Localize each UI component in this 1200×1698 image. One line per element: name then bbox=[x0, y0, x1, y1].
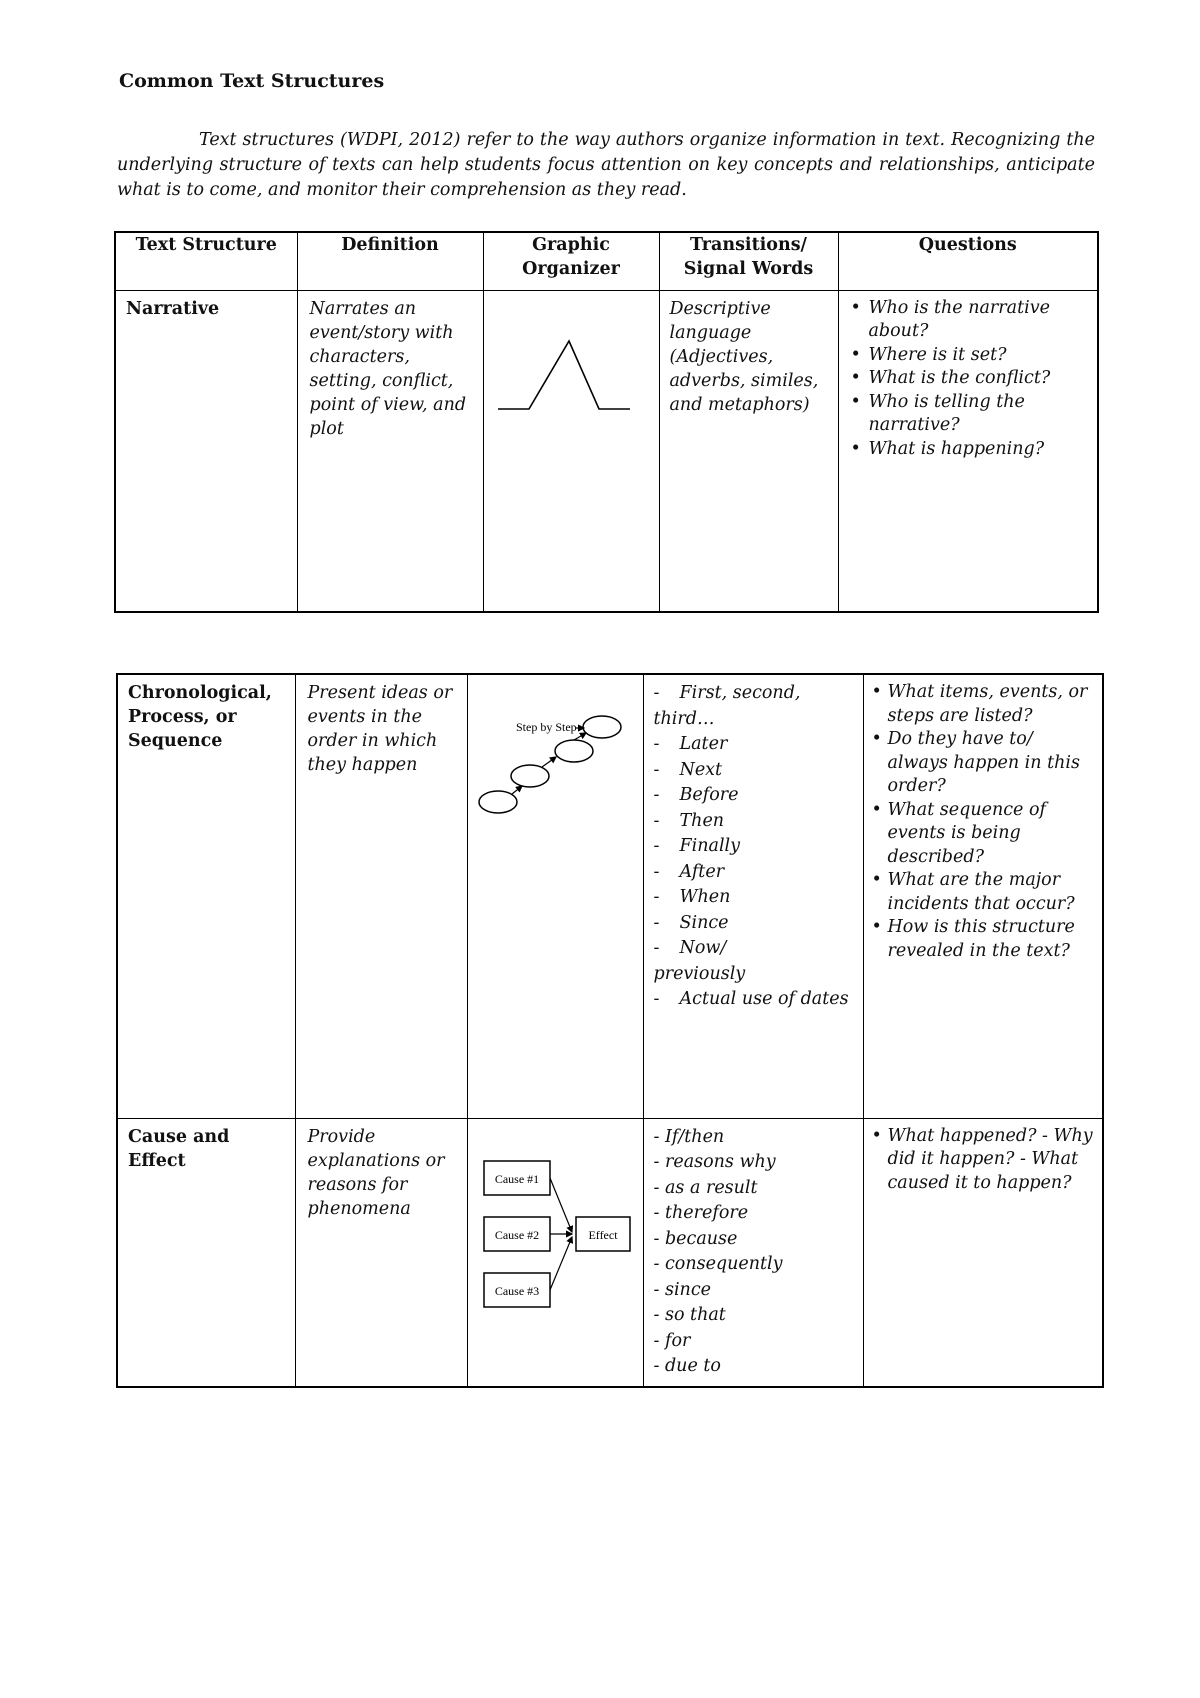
narrative-question-list bbox=[847, 297, 1090, 462]
chronological-signal-list bbox=[654, 681, 853, 1013]
signal-text: Later bbox=[679, 734, 728, 754]
cause-effect-questions-cell bbox=[863, 1118, 1103, 1387]
signal-text: previously bbox=[653, 963, 746, 984]
bullet-icon: • bbox=[850, 391, 861, 412]
question-text: Do they have to/ always happen in this order? bbox=[887, 729, 1080, 796]
bullet-icon: • bbox=[850, 368, 861, 388]
dash-icon: - bbox=[653, 785, 660, 805]
chronological-definition-text: Present ideas or events in the order in which they happen bbox=[307, 683, 453, 775]
signal-item: - because bbox=[653, 1228, 738, 1249]
question-item bbox=[872, 916, 1095, 963]
header-organizer-line2: Organizer bbox=[522, 259, 620, 279]
signal-item: - consequently bbox=[653, 1254, 783, 1274]
narrative-definition-cell bbox=[297, 290, 483, 612]
question-item bbox=[872, 869, 1095, 916]
signal-item bbox=[654, 987, 853, 1013]
dash-icon: - bbox=[653, 810, 660, 831]
cause-effect-question-list bbox=[872, 1125, 1095, 1196]
signal-text: Then bbox=[679, 810, 725, 831]
question-item bbox=[872, 799, 1095, 870]
header-signal-words bbox=[659, 232, 838, 290]
signal-text: First, second, third… bbox=[653, 683, 801, 729]
cause-1-label: Cause #1 bbox=[494, 1171, 539, 1186]
signal-item bbox=[654, 936, 853, 962]
question-item bbox=[872, 1125, 1095, 1196]
chronological-organizer-cell bbox=[467, 674, 643, 1118]
header-signal-line2: Signal Words bbox=[683, 259, 814, 279]
intro-paragraph: Text structures (WDPI, 2012) refer to the way authors organize information in text. Recognizing the underlying structure of texts can help students focus attention on key concepts and relationships, anticipate what is to come, and monitor their comprehension as they read. bbox=[117, 130, 1095, 200]
bullet-icon: • bbox=[871, 729, 882, 749]
chronological-questions-cell bbox=[863, 674, 1103, 1118]
narrative-structure-cell bbox=[115, 290, 297, 612]
step-by-step-label: Step by Step bbox=[515, 720, 577, 734]
signal-item bbox=[654, 860, 853, 886]
narrative-signal-text: Descriptive language (Adjectives, adverbs, similes, and metaphors) bbox=[669, 298, 819, 415]
narrative-organizer-cell bbox=[483, 290, 659, 612]
structures-table-2 bbox=[116, 673, 1104, 1388]
narrative-questions-cell bbox=[838, 290, 1098, 612]
question-text: What is the conflict? bbox=[868, 368, 1051, 388]
page-title: Common Text Structures bbox=[119, 70, 385, 92]
question-text: What sequence of events is being described? bbox=[887, 799, 1046, 867]
header-signal-line1: Transitions/ bbox=[690, 235, 807, 255]
signal-text: When bbox=[679, 887, 731, 907]
cause-effect-definition-text: Provide explanations or reasons for phenomena bbox=[307, 1126, 445, 1219]
header-row bbox=[115, 232, 1098, 290]
signal-text: After bbox=[679, 861, 725, 882]
chronological-structure-cell bbox=[117, 674, 295, 1118]
header-questions bbox=[838, 232, 1098, 290]
dash-icon: - bbox=[653, 836, 660, 856]
question-text: How is this structure revealed in the text? bbox=[887, 917, 1075, 961]
header-definition-label: Definition bbox=[341, 235, 439, 255]
question-text: What is happening? bbox=[868, 438, 1045, 459]
cause-3-label: Cause #3 bbox=[494, 1283, 539, 1298]
signal-text: Now/ bbox=[679, 938, 727, 958]
dash-icon: - bbox=[653, 912, 660, 933]
bullet-icon: • bbox=[850, 344, 861, 365]
signal-item: - reasons why bbox=[653, 1152, 776, 1172]
signal-item bbox=[654, 783, 853, 809]
question-text: Who is telling the narrative? bbox=[868, 391, 1025, 435]
narrative-structure-label: Narrative bbox=[126, 298, 220, 319]
bullet-icon: • bbox=[871, 917, 882, 937]
signal-item: - therefore bbox=[653, 1203, 749, 1223]
cause-effect-row bbox=[117, 1118, 1103, 1387]
signal-item: - for bbox=[653, 1330, 691, 1351]
cause-effect-signal-cell bbox=[643, 1118, 863, 1387]
dash-icon: - bbox=[653, 989, 660, 1009]
signal-item-continuation bbox=[654, 962, 853, 988]
plot-diagram bbox=[484, 291, 660, 611]
header-text-structure-label: Text Structure bbox=[135, 235, 277, 255]
signal-item bbox=[654, 732, 853, 758]
header-organizer-line1: Graphic bbox=[532, 235, 610, 255]
signal-text: Next bbox=[679, 759, 723, 780]
question-text: What items, events, or steps are listed? bbox=[887, 682, 1088, 726]
question-item bbox=[847, 344, 1090, 368]
signal-item bbox=[654, 681, 853, 732]
bullet-icon: • bbox=[850, 438, 861, 459]
question-item bbox=[847, 438, 1090, 462]
chronological-question-list bbox=[872, 681, 1095, 963]
bullet-icon: • bbox=[871, 870, 882, 890]
chronological-definition-cell bbox=[295, 674, 467, 1118]
signal-text: Since bbox=[679, 912, 729, 933]
dash-icon: - bbox=[653, 887, 660, 907]
bullet-icon: • bbox=[871, 1125, 882, 1146]
cause-effect-structure-cell bbox=[117, 1118, 295, 1387]
question-item bbox=[872, 681, 1095, 728]
narrative-signal-cell bbox=[659, 290, 838, 612]
question-item bbox=[847, 297, 1090, 344]
signal-item bbox=[654, 834, 853, 860]
dash-icon: - bbox=[653, 759, 660, 780]
bullet-icon: • bbox=[871, 799, 882, 820]
question-text: Who is the narrative about? bbox=[868, 297, 1050, 341]
question-item bbox=[872, 728, 1095, 799]
header-questions-label: Questions bbox=[918, 235, 1017, 255]
bullet-icon: • bbox=[850, 297, 861, 318]
signal-text: Before bbox=[679, 785, 739, 805]
cause-effect-diagram bbox=[468, 1119, 644, 1319]
header-definition bbox=[297, 232, 483, 290]
question-item bbox=[847, 367, 1090, 391]
signal-text: Finally bbox=[679, 836, 741, 856]
cause-effect-signal-list bbox=[654, 1125, 853, 1380]
cause-effect-structure-label: Cause and Effect bbox=[128, 1126, 230, 1171]
structures-table-1 bbox=[114, 231, 1099, 613]
signal-item: - since bbox=[653, 1279, 711, 1300]
question-text: Where is it set? bbox=[868, 344, 1007, 365]
signal-item bbox=[654, 885, 853, 911]
cause-effect-definition-cell bbox=[295, 1118, 467, 1387]
header-text-structure bbox=[115, 232, 297, 290]
effect-label: Effect bbox=[587, 1227, 618, 1242]
signal-item: - as a result bbox=[653, 1177, 758, 1198]
dash-icon: - bbox=[653, 683, 660, 703]
signal-item bbox=[654, 911, 853, 937]
narrative-row bbox=[115, 290, 1098, 612]
bullet-icon: • bbox=[871, 682, 882, 702]
question-item bbox=[847, 391, 1090, 438]
signal-item bbox=[654, 758, 853, 784]
dash-icon: - bbox=[653, 938, 660, 958]
chronological-row bbox=[117, 674, 1103, 1118]
chronological-structure-label: Chronological, Process, or Sequence bbox=[128, 683, 272, 751]
signal-text: Actual use of dates bbox=[679, 989, 849, 1009]
signal-item: - so that bbox=[653, 1305, 726, 1325]
header-graphic-organizer bbox=[483, 232, 659, 290]
dash-icon: - bbox=[653, 734, 660, 754]
narrative-definition-text: Narrates an event/story with characters, setting, conflict, point of view, and plot bbox=[309, 298, 467, 439]
signal-item: - due to bbox=[653, 1356, 721, 1376]
chronological-signal-cell bbox=[643, 674, 863, 1118]
signal-item bbox=[654, 809, 853, 835]
signal-item: - If/then bbox=[653, 1126, 725, 1147]
step-by-step-diagram bbox=[468, 675, 644, 835]
question-text: What happened? - Why did it happen? - What caused it to happen? bbox=[887, 1125, 1093, 1193]
cause-2-label: Cause #2 bbox=[494, 1227, 539, 1242]
question-text: What are the major incidents that occur? bbox=[887, 870, 1075, 914]
dash-icon: - bbox=[653, 861, 660, 882]
cause-effect-organizer-cell bbox=[467, 1118, 643, 1387]
